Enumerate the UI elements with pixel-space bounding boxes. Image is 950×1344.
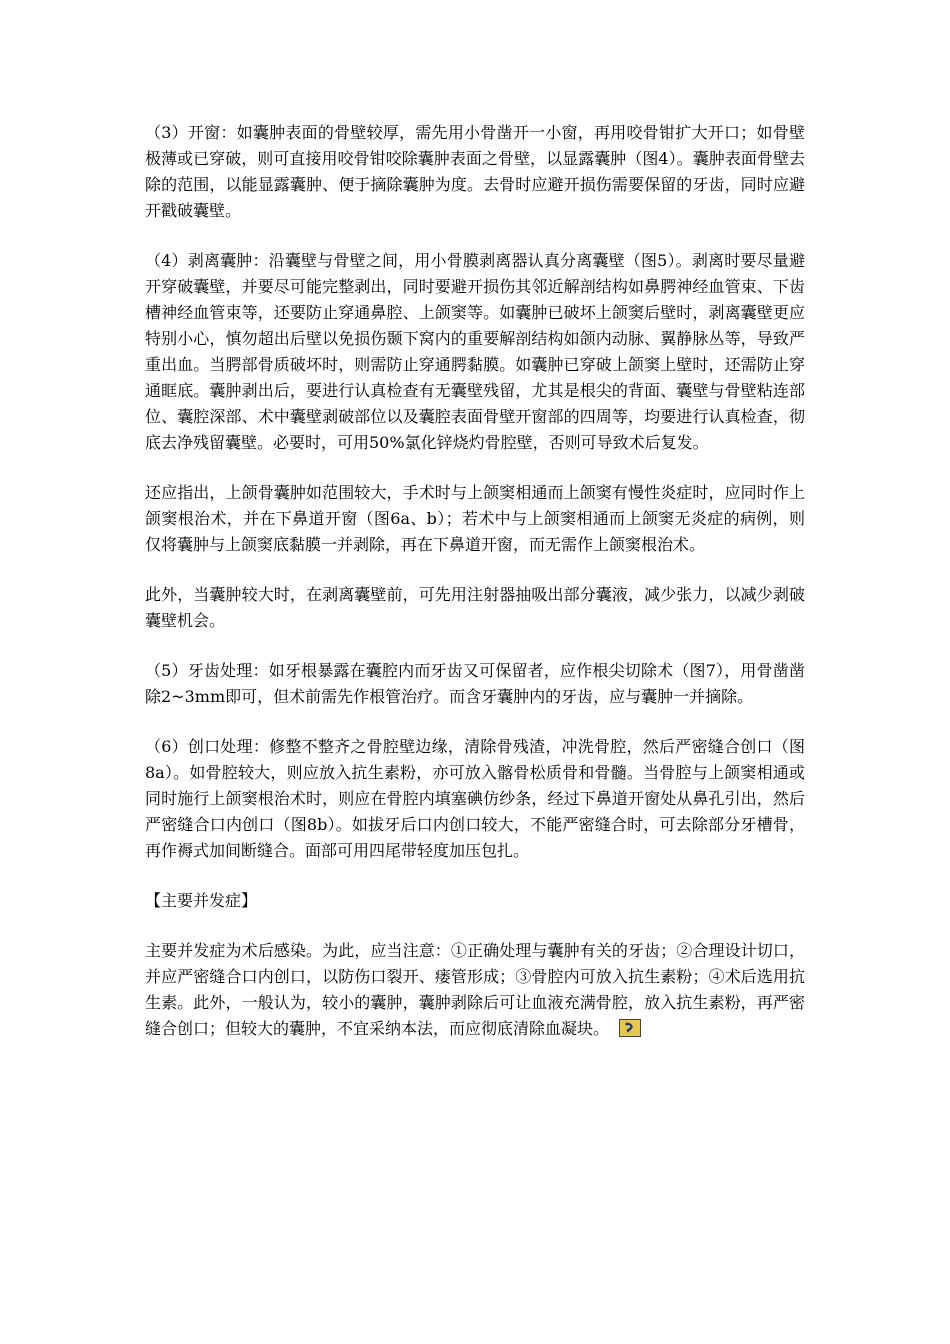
paragraph-cyst-dissection: （4）剥离囊肿：沿囊壁与骨壁之间，用小骨膜剥离器认真分离囊壁（图5）。剥离时要尽量避开穿破囊壁，并要尽可能完整剥出，同时要避开损伤其邻近解剖结构如鼻腭神经血管束、下齿槽神经血管束等，还要防止穿通鼻腔、上颌窦等。如囊肿已破坏上颌窦后壁时，剥离囊壁更应特别小心，慎勿超出后壁以免损伤颞下窝内的重要解剖结构如颌内动脉、翼静脉丛等，导致严重出血。当腭部骨质破坏时，则需防止穿通腭黏膜。如囊肿已穿破上颌窦上壁时，还需防止穿通眶底。囊肿剥出后，要进行认真检查有无囊壁残留，尤其是根尖的背面、囊壁与骨壁粘连部位、囊腔深部、术中囊壁剥破部位以及囊腔表面骨壁开窗部的四周等，均要进行认真检查，彻底去净残留囊壁。必要时，可用50%氯化锌烧灼骨腔壁，否则可导致术后复发。: [145, 251, 805, 452]
document-page: [145, 120, 805, 1066]
next-page-icon[interactable]: [619, 1019, 641, 1037]
paragraph-maxillary-sinus-note: 还应指出，上颌骨囊肿如范围较大，手术时与上颌窦相通而上颌窦有慢性炎症时，应同时作上颌窦根治术，并在下鼻道开窗（图6a、b）；若术中与上颌窦相通而上颌窦无炎症的病例，则仅将囊肿与上颌窦底黏膜一并剥除，再在下鼻道开窗，而无需作上颌窦根治术。: [145, 483, 805, 554]
paragraph-wound-management: （6）创口处理：修整不整齐之骨腔壁边缘，清除骨残渣，冲洗骨腔，然后严密缝合创口（图8a）。如骨腔较大，则应放入抗生素粉，亦可放入髂骨松质骨和骨髓。当骨腔与上颌窦相通或同时施行上颌窦根治术时，则应在骨腔内填塞碘仿纱条，经过下鼻道开窗处从鼻孔引出，然后严密缝合口内创口（图8b）。如拔牙后口内创口较大，不能严密缝合时，可去除部分牙槽骨，再作褥式加间断缝合。面部可用四尾带轻度加压包扎。: [145, 737, 805, 860]
paragraph-complications: [145, 938, 805, 1042]
paragraph-tooth-management: （5）牙齿处理：如牙根暴露在囊腔内而牙齿又可保留者，应作根尖切除术（图7），用骨凿凿除2~3mm即可，但术前需先作根管治疗。而含牙囊肿内的牙齿，应与囊肿一并摘除。: [145, 661, 805, 706]
complications-text: 主要并发症为术后感染。为此，应当注意：①正确处理与囊肿有关的牙齿；②合理设计切口，并应严密缝合口内创口，以防伤口裂开、瘘管形成；③骨腔内可放入抗生素粉；④术后选用抗生素。此外，一般认为，较小的囊肿，囊肿剥除后可让血液充满骨腔，放入抗生素粉，再严密缝合创口；但较大的囊肿，不宜采纳本法，而应彻底清除血凝块。: [145, 941, 805, 1038]
paragraph-aspiration-note: 此外，当囊肿较大时，在剥离囊壁前，可先用注射器抽吸出部分囊液，减少张力，以减少剥破囊壁机会。: [145, 585, 805, 630]
paragraph-window-opening: （3）开窗：如囊肿表面的骨壁较厚，需先用小骨凿开一小窗，再用咬骨钳扩大开口；如骨壁极薄或已穿破，则可直接用咬骨钳咬除囊肿表面之骨壁，以显露囊肿（图4）。囊肿表面骨壁去除的范围，以能显露囊肿、便于摘除囊肿为度。去骨时应避开损伤需要保留的牙齿，同时应避开戳破囊壁。: [145, 123, 805, 220]
section-heading-complications: 【主要并发症】: [145, 891, 258, 910]
